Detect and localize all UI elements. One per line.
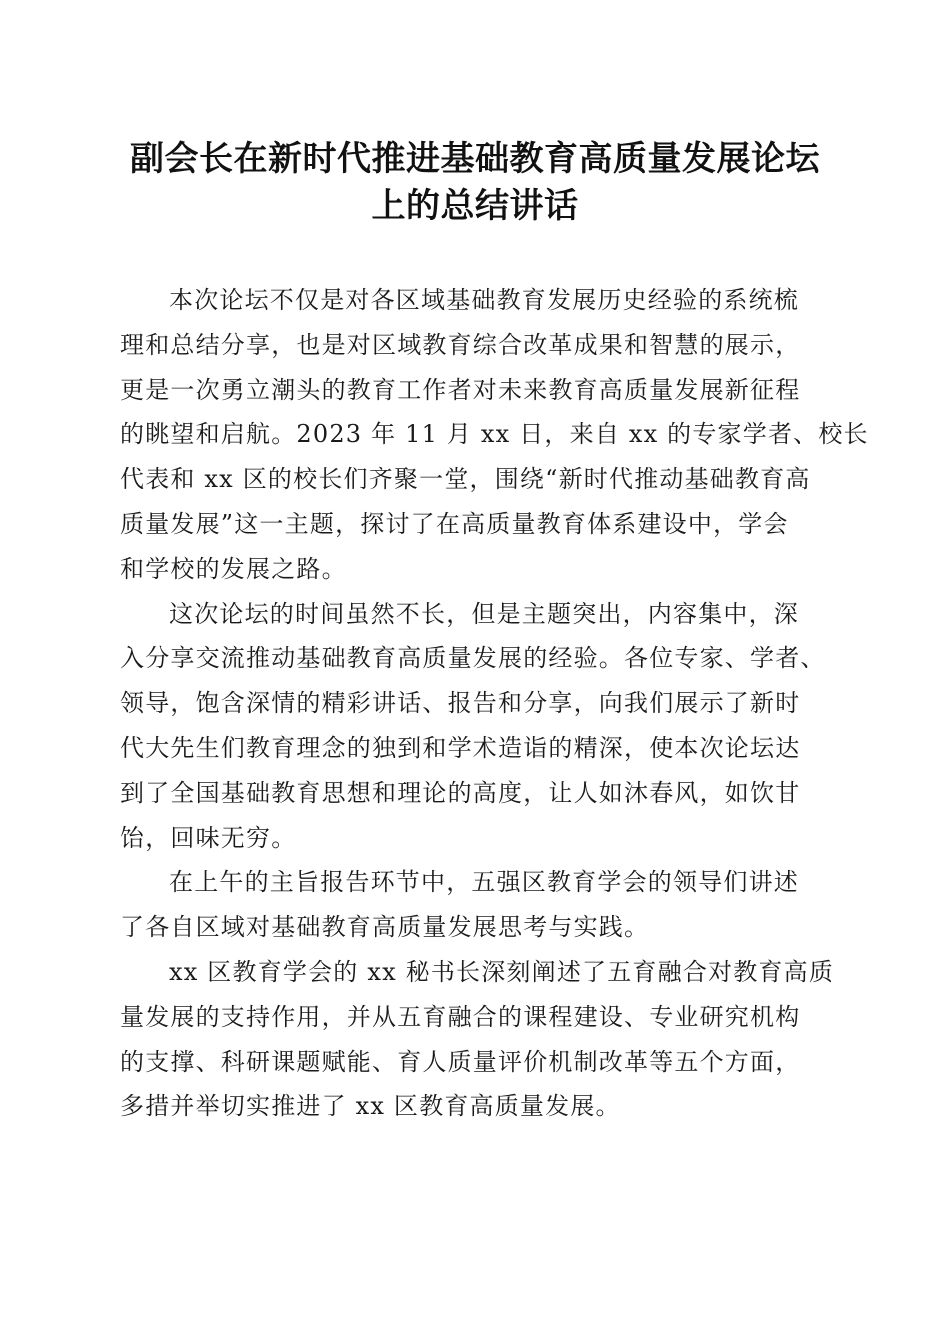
paragraph-3	[120, 860, 830, 950]
paragraph-line: 质量发展”这一主题，探讨了在高质量教育体系建设中，学会	[120, 509, 789, 538]
paragraph-line: 理和总结分享，也是对区域教育综合改革成果和智慧的展示，	[120, 330, 801, 359]
paragraph-line: 这次论坛的时间虽然不长，但是主题突出，内容集中，深	[169, 599, 799, 628]
paragraph-line: 代表和 xx 区的校长们齐聚一堂，围绕“新时代推动基础教育高	[120, 465, 811, 494]
paragraph-line: 到了全国基础教育思想和理论的高度，让人如沐春风，如饮甘	[120, 778, 801, 807]
title-line-2: 上的总结讲话	[371, 186, 579, 226]
paragraph-line: 领导，饱含深情的精彩讲话、报告和分享，向我们展示了新时	[120, 689, 801, 718]
document-title	[100, 136, 850, 230]
paragraph-1	[120, 278, 869, 592]
paragraph-4	[120, 950, 835, 1129]
paragraph-line: 更是一次勇立潮头的教育工作者对未来教育高质量发展新征程	[120, 375, 801, 404]
paragraph-2	[120, 592, 830, 861]
paragraph-line: 的眺望和启航。2023 年 11 月 xx 日，来自 xx 的专家学者、校长	[120, 420, 869, 449]
paragraph-line: 和学校的发展之路。	[120, 554, 347, 583]
paragraph-line: 入分享交流推动基础教育高质量发展的经验。各位专家、学者、	[120, 644, 826, 673]
document-body	[120, 278, 869, 1129]
title-line-1: 副会长在新时代推进基础教育高质量发展论坛	[130, 139, 820, 179]
paragraph-line: 了各自区域对基础教育高质量发展思考与实践。	[120, 913, 650, 942]
paragraph-line: 量发展的支持作用，并从五育融合的课程建设、专业研究机构	[120, 1002, 801, 1031]
paragraph-line: 的支撑、科研课题赋能、育人质量评价机制改革等五个方面，	[120, 1047, 801, 1076]
paragraph-line: 多措并举切实推进了 xx 区教育高质量发展。	[120, 1092, 621, 1121]
paragraph-line: 本次论坛不仅是对各区域基础教育发展历史经验的系统梳	[169, 286, 799, 314]
paragraph-line: xx 区教育学会的 xx 秘书长深刻阐述了五育融合对教育高质	[169, 957, 835, 986]
paragraph-line: 在上午的主旨报告环节中，五强区教育学会的领导们讲述	[169, 868, 799, 897]
paragraph-line: 代大先生们教育理念的独到和学术造诣的精深，使本次论坛达	[120, 733, 801, 762]
paragraph-line: 饴，回味无穷。	[120, 823, 297, 852]
